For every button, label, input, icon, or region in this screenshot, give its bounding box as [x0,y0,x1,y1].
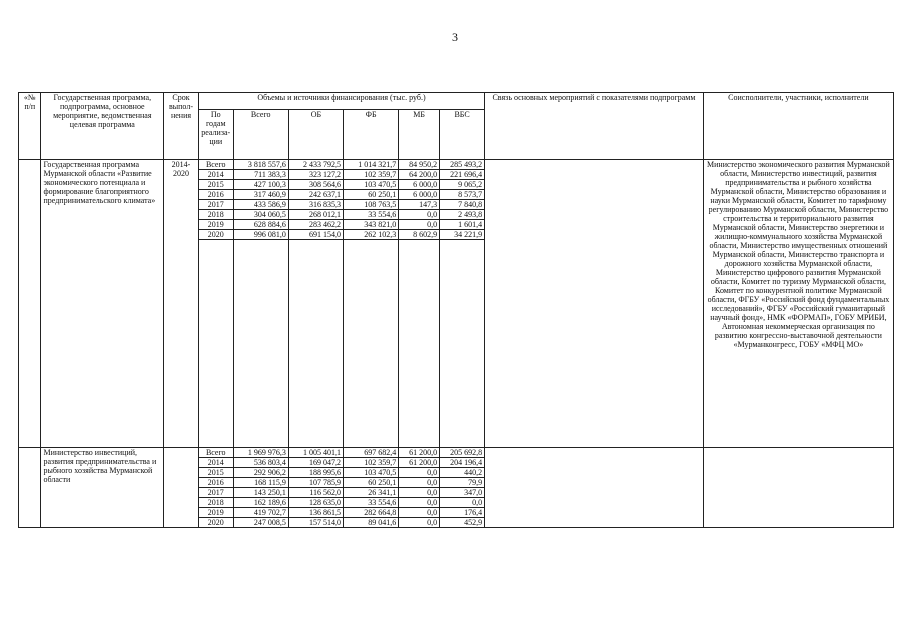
vbs-value-cell: 1 601,4 [440,220,485,230]
ob-value-cell: 268 012,1 [288,210,343,220]
year-cell: 2014 [198,170,233,180]
vbs-value-cell: 285 493,2 [440,160,485,170]
mb-value-cell: 61 200,0 [399,448,440,458]
total-value-cell: 433 586,9 [233,200,288,210]
year-cell: 2018 [198,498,233,508]
ob-value-cell: 283 462,2 [288,220,343,230]
executors-cell [703,448,893,528]
total-value-cell: 3 818 557,6 [233,160,288,170]
header-total: Всего [233,110,288,160]
vbs-value-cell: 34 221,9 [440,230,485,240]
header-by-year: По годам реализа-ции [198,110,233,160]
mb-value-cell: 0,0 [399,508,440,518]
ob-value-cell: 107 785,9 [288,478,343,488]
ob-value-cell: 316 835,3 [288,200,343,210]
ob-value-cell: 323 127,2 [288,170,343,180]
program-name-cell: Министерство инвестиций, развития предпринимательства и рыбного хозяйства Мурманской области [41,448,164,528]
vbs-value-cell: 205 692,8 [440,448,485,458]
fb-value-cell: 102 359,7 [344,170,399,180]
fb-value-cell: 33 554,6 [344,210,399,220]
year-cell: Всего [198,160,233,170]
table-row [19,160,894,170]
filler-cell [198,240,233,448]
header-num: «№ п/п [19,93,41,160]
fb-value-cell: 103 470,5 [344,468,399,478]
vbs-value-cell: 452,9 [440,518,485,528]
ob-value-cell: 169 047,2 [288,458,343,468]
year-cell: 2015 [198,468,233,478]
year-cell: 2020 [198,230,233,240]
fb-value-cell: 1 014 321,7 [344,160,399,170]
mb-value-cell: 0,0 [399,488,440,498]
indicator-link-cell [485,160,704,448]
year-cell: 2018 [198,210,233,220]
vbs-value-cell: 79,9 [440,478,485,488]
year-cell: 2015 [198,180,233,190]
vbs-value-cell: 221 696,4 [440,170,485,180]
total-value-cell: 996 081,0 [233,230,288,240]
filler-cell [288,240,343,448]
fb-value-cell: 108 763,5 [344,200,399,210]
ob-value-cell: 188 995,6 [288,468,343,478]
mb-value-cell: 84 950,2 [399,160,440,170]
filler-cell [440,240,485,448]
year-cell: 2017 [198,488,233,498]
header-funding: Объемы и источники финансирования (тыс. руб.) [198,93,484,110]
fb-value-cell: 262 102,3 [344,230,399,240]
mb-value-cell: 6 000,0 [399,180,440,190]
fb-value-cell: 60 250,1 [344,190,399,200]
vbs-value-cell: 2 493,8 [440,210,485,220]
mb-value-cell: 61 200,0 [399,458,440,468]
mb-value-cell: 0,0 [399,210,440,220]
header-fb: ФБ [344,110,399,160]
header-executors: Соисполнители, участники, исполнители [703,93,893,160]
table-row [19,448,894,458]
fb-value-cell: 282 664,8 [344,508,399,518]
fb-value-cell: 697 682,4 [344,448,399,458]
vbs-value-cell: 8 573,7 [440,190,485,200]
header-program: Государственная программа, подпрограмма, основное мероприятие, ведомственная целевая программа [41,93,164,160]
mb-value-cell: 0,0 [399,498,440,508]
mb-value-cell: 0,0 [399,518,440,528]
program-name-cell: Государственная программа Мурманской области «Развитие экономического потенциала и формирование благоприятного предпринимательского климата» [41,160,164,448]
mb-value-cell: 64 200,0 [399,170,440,180]
executors-cell: Министерство экономического развития Мурманской области, Министерство инвестиций, развития предпринимательства и рыбного хозяйства Мурманской области, Министерство образования и науки Мурманской области, Комитет по тарифному регулированию Мурманской области, Министерство строительства и территориального развития Мурманской области, Министерство энергетики и жилищно-коммунального хозяйства Мурманской области, Министерство имущественных отношений Мурманской области, Министерство транспорта и дорожного хозяйства Мурманской области, Министерство цифрового развития Мурманской области, Комитет по туризму Мурманской области, Комитет по конкурентной политике Мурманской области, ФГБУ «Российский фонд фундаментальных исследований», ФГБУ «Российский гуманитарный научный фонд», НМК «ФОРМАП», ГОБУ МРИБИ, Автономная некоммерческая организация по развитию конгрессно-выставочной деятельности «Мурманконгресс, ГОБУ «МФЦ МО» [703,160,893,448]
fb-value-cell: 103 470,5 [344,180,399,190]
total-value-cell: 168 115,9 [233,478,288,488]
ob-value-cell: 2 433 792,5 [288,160,343,170]
row-number-cell [19,160,41,448]
vbs-value-cell: 204 196,4 [440,458,485,468]
vbs-value-cell: 7 840,8 [440,200,485,210]
fb-value-cell: 343 821,0 [344,220,399,230]
term-cell: 2014-2020 [164,160,199,448]
page-number: 3 [452,30,458,44]
total-value-cell: 304 060,5 [233,210,288,220]
indicator-link-cell [485,448,704,528]
mb-value-cell: 0,0 [399,468,440,478]
ob-value-cell: 136 861,5 [288,508,343,518]
filler-cell [233,240,288,448]
vbs-value-cell: 0,0 [440,498,485,508]
total-value-cell: 427 100,3 [233,180,288,190]
total-value-cell: 1 969 976,3 [233,448,288,458]
year-cell: 2017 [198,200,233,210]
total-value-cell: 247 008,5 [233,518,288,528]
year-cell: 2019 [198,220,233,230]
term-cell [164,448,199,528]
mb-value-cell: 147,3 [399,200,440,210]
ob-value-cell: 116 562,0 [288,488,343,498]
filler-cell [344,240,399,448]
total-value-cell: 292 906,2 [233,468,288,478]
ob-value-cell: 308 564,6 [288,180,343,190]
year-cell: 2016 [198,478,233,488]
vbs-value-cell: 176,4 [440,508,485,518]
ob-value-cell: 128 635,0 [288,498,343,508]
fb-value-cell: 60 250,1 [344,478,399,488]
total-value-cell: 628 884,6 [233,220,288,230]
fb-value-cell: 89 041,6 [344,518,399,528]
year-cell: 2014 [198,458,233,468]
ob-value-cell: 691 154,0 [288,230,343,240]
header-link: Связь основных мероприятий с показателями подпрограмм [485,93,704,160]
fb-value-cell: 33 554,6 [344,498,399,508]
mb-value-cell: 0,0 [399,478,440,488]
total-value-cell: 711 383,3 [233,170,288,180]
mb-value-cell: 8 602,9 [399,230,440,240]
year-cell: 2019 [198,508,233,518]
ob-value-cell: 1 005 401,1 [288,448,343,458]
year-cell: 2020 [198,518,233,528]
header-mb: МБ [399,110,440,160]
total-value-cell: 143 250,1 [233,488,288,498]
header-term: Срок выпол-нения [164,93,199,160]
fb-value-cell: 26 341,1 [344,488,399,498]
ob-value-cell: 157 514,0 [288,518,343,528]
ob-value-cell: 242 637,1 [288,190,343,200]
total-value-cell: 419 702,7 [233,508,288,518]
total-value-cell: 162 189,6 [233,498,288,508]
year-cell: Всего [198,448,233,458]
year-cell: 2016 [198,190,233,200]
filler-cell [399,240,440,448]
row-number-cell [19,448,41,528]
vbs-value-cell: 440,2 [440,468,485,478]
mb-value-cell: 6 000,0 [399,190,440,200]
mb-value-cell: 0,0 [399,220,440,230]
header-ob: ОБ [288,110,343,160]
vbs-value-cell: 347,0 [440,488,485,498]
total-value-cell: 317 460,9 [233,190,288,200]
header-vbs: ВБС [440,110,485,160]
total-value-cell: 536 803,4 [233,458,288,468]
funding-table [18,92,894,528]
fb-value-cell: 102 359,7 [344,458,399,468]
vbs-value-cell: 9 065,2 [440,180,485,190]
